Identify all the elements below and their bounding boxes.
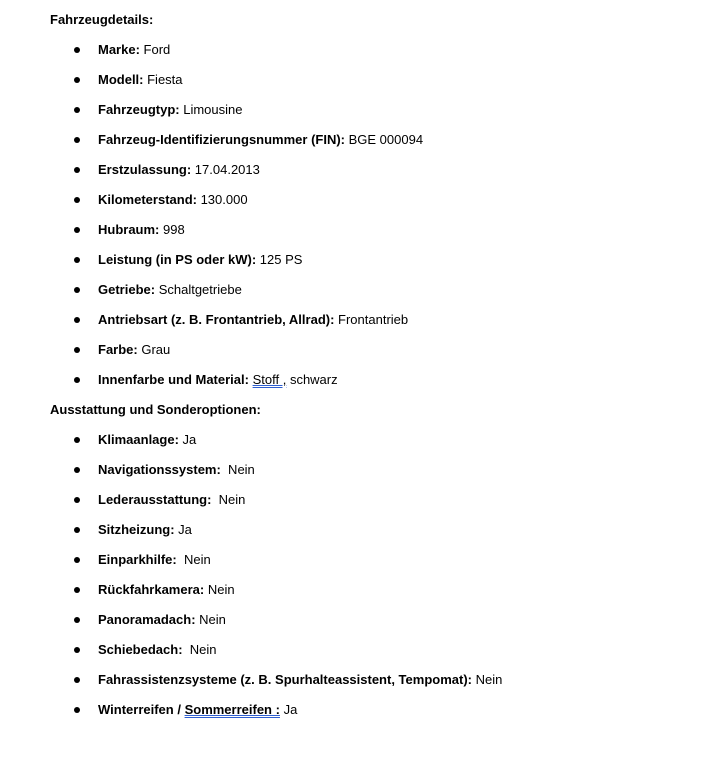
item-label: Leistung (in PS oder kW): (98, 252, 257, 267)
item-label: Erstzulassung: (98, 162, 192, 177)
item-value: 998 (159, 222, 185, 237)
item-label: Getriebe: (98, 282, 156, 297)
item-label: Marke: (98, 42, 140, 57)
item-label: Antriebsart (z. B. Frontantrieb, Allrad): (98, 312, 335, 327)
proofing-marked-text[interactable]: Stoff , (252, 372, 287, 387)
item-value: Nein (195, 612, 226, 627)
bullet-icon (74, 497, 80, 503)
item-value: Nein (182, 642, 217, 657)
item-value: Nein (211, 492, 246, 507)
item-value: Fiesta (143, 72, 183, 87)
section-heading-vehicle-details: Fahrzeugdetails: (50, 12, 154, 27)
bullet-icon (74, 557, 80, 563)
section-heading-equipment: Ausstattung und Sonderoptionen: (50, 402, 261, 417)
proofing-marked-text[interactable]: Sommerreifen : (184, 702, 280, 717)
item-label: Modell: (98, 72, 144, 87)
item-value: Frontantrieb (334, 312, 409, 327)
bullet-icon (74, 677, 80, 683)
item-value: 130.000 (196, 192, 248, 207)
item-label: Kilometerstand: (98, 192, 197, 207)
bullet-icon (74, 587, 80, 593)
item-value: Nein (176, 552, 211, 567)
bullet-icon (74, 47, 80, 53)
item-value: Limousine (179, 102, 243, 117)
item-label: Klimaanlage: (98, 432, 179, 447)
bullet-icon (74, 167, 80, 173)
item-label: Lederausstattung: (98, 492, 212, 507)
item-value: Schaltgetriebe (155, 282, 242, 297)
item-value: BGE 000094 (345, 132, 424, 147)
item-value: Ford (139, 42, 171, 57)
item-value: Nein (204, 582, 235, 597)
item-value: Grau (137, 342, 171, 357)
bullet-icon (74, 137, 80, 143)
bullet-icon (74, 317, 80, 323)
item-label: Einparkhilfe: (98, 552, 177, 567)
item-label: Panoramadach: (98, 612, 196, 627)
item-value: Ja (174, 522, 192, 537)
bullet-icon (74, 77, 80, 83)
item-label: Fahrassistenzsysteme (z. B. Spurhalteassistent, Tempomat): (98, 672, 472, 687)
item-label: Schiebedach: (98, 642, 183, 657)
item-label: Innenfarbe und Material: (98, 372, 249, 387)
bullet-icon (74, 227, 80, 233)
bullet-icon (74, 647, 80, 653)
item-label: Winterreifen / (98, 702, 181, 717)
item-label: Navigationssystem: (98, 462, 221, 477)
item-label: Fahrzeugtyp: (98, 102, 180, 117)
bullet-icon (74, 347, 80, 353)
item-value: Ja (178, 432, 197, 447)
bullet-icon (74, 287, 80, 293)
bullet-icon (74, 707, 80, 713)
item-value: 17.04.2013 (191, 162, 260, 177)
item-label: Farbe: (98, 342, 138, 357)
item-value: Nein (220, 462, 255, 477)
item-value: Ja (279, 702, 298, 717)
bullet-icon (74, 257, 80, 263)
bullet-icon (74, 617, 80, 623)
item-value: Nein (471, 672, 503, 687)
bullet-icon (74, 377, 80, 383)
bullet-icon (74, 197, 80, 203)
bullet-icon (74, 467, 80, 473)
bullet-icon (74, 437, 80, 443)
item-label: Rückfahrkamera: (98, 582, 205, 597)
item-label: Sitzheizung: (98, 522, 175, 537)
item-value: 125 PS (256, 252, 303, 267)
item-label: Fahrzeug-Identifizierungsnummer (FIN): (98, 132, 345, 147)
bullet-icon (74, 107, 80, 113)
item-label: Hubraum: (98, 222, 160, 237)
bullet-icon (74, 527, 80, 533)
item-value: schwarz (286, 372, 338, 387)
